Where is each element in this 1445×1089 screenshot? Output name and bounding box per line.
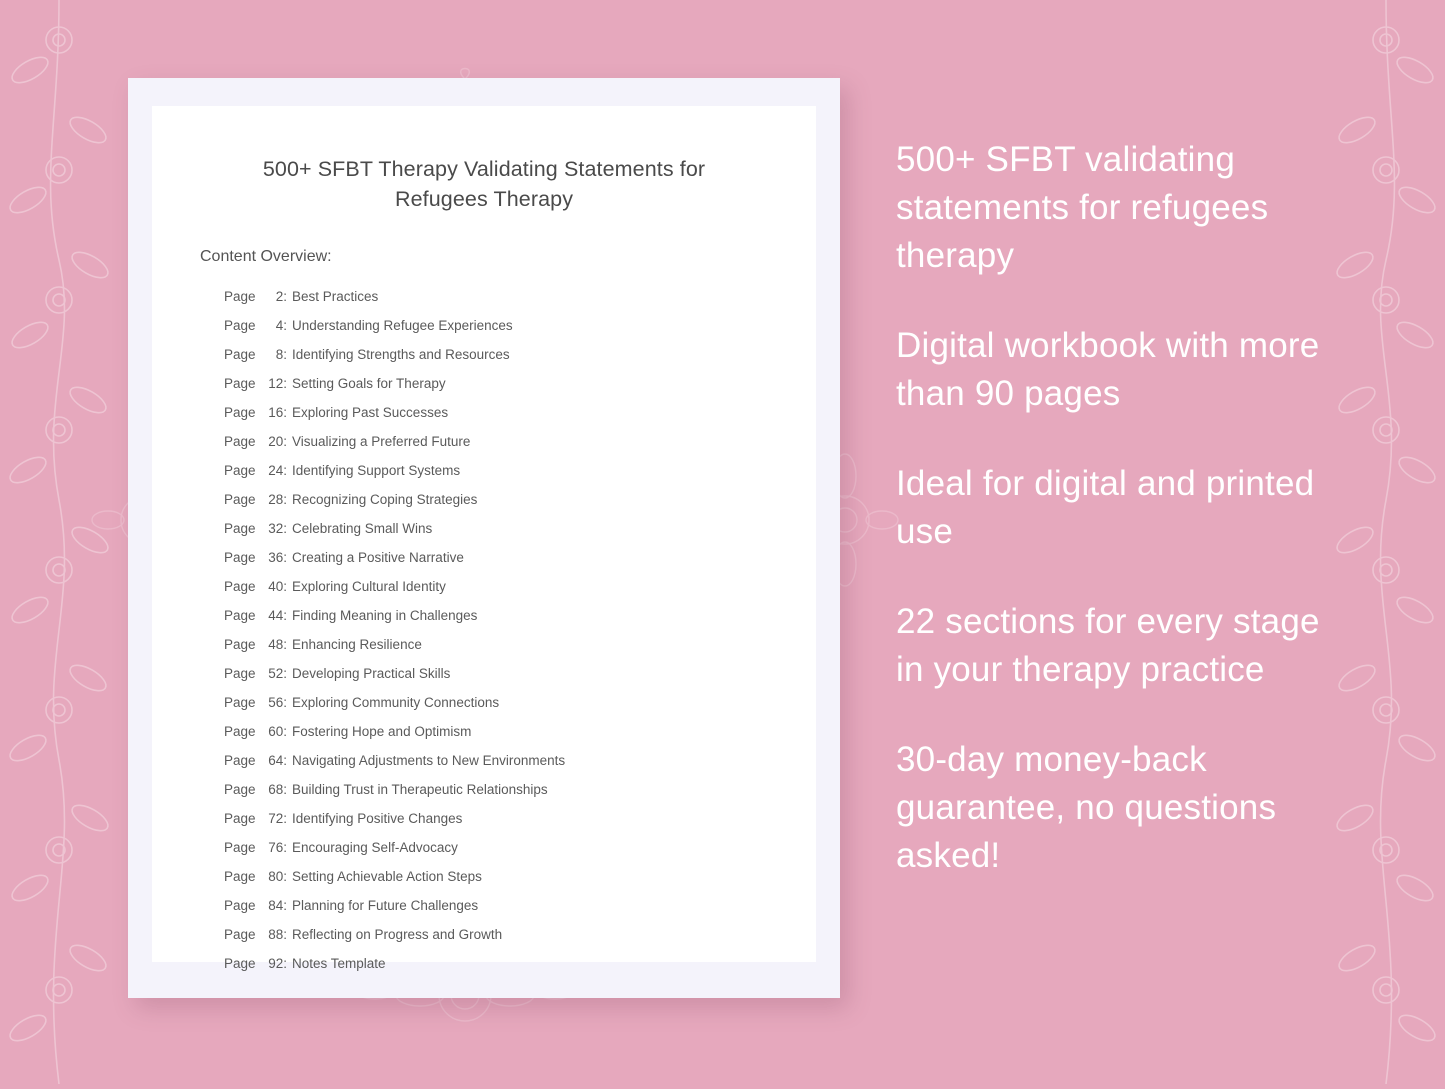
toc-page-label: Page 88: xyxy=(224,927,288,942)
workbook-preview-card xyxy=(128,78,840,998)
toc-page-label: Page 76: xyxy=(224,840,288,855)
toc-page-label: Page 2: xyxy=(224,289,288,304)
toc-page-label: Page 52: xyxy=(224,666,288,681)
list-item xyxy=(224,601,816,630)
toc-page-label: Page 12: xyxy=(224,376,288,391)
toc-page-label: Page 64: xyxy=(224,753,288,768)
toc-page-label: Page 20: xyxy=(224,434,288,449)
list-item xyxy=(224,543,816,572)
list-item xyxy=(224,282,816,311)
list-item xyxy=(224,688,816,717)
toc-entry-title: Notes Template xyxy=(292,956,386,971)
toc-entry-title: Reflecting on Progress and Growth xyxy=(292,927,503,942)
feature-item: Digital workbook with more than 90 pages xyxy=(896,326,1320,413)
toc-entry-title: Encouraging Self-Advocacy xyxy=(292,840,458,855)
list-item xyxy=(224,572,816,601)
toc-page-label: Page 40: xyxy=(224,579,288,594)
toc-entry-title: Exploring Cultural Identity xyxy=(292,579,446,594)
list-item xyxy=(224,862,816,891)
content-overview-label: Content Overview: xyxy=(200,248,332,265)
toc-entry-title: Fostering Hope and Optimism xyxy=(292,724,472,739)
toc-entry-title: Understanding Refugee Experiences xyxy=(292,318,513,333)
toc-page-label: Page 68: xyxy=(224,782,288,797)
toc-entry-title: Building Trust in Therapeutic Relationships xyxy=(292,782,548,797)
floral-border-right xyxy=(1327,0,1445,1084)
list-item xyxy=(224,427,816,456)
list-item xyxy=(224,717,816,746)
toc-entry-title: Developing Practical Skills xyxy=(292,666,451,681)
list-item xyxy=(224,369,816,398)
toc-entry-title: Exploring Community Connections xyxy=(292,695,500,710)
page-title: 500+ SFBT Therapy Validating Statements for Refugees Therapy xyxy=(262,157,706,211)
list-item xyxy=(224,514,816,543)
list-item xyxy=(224,833,816,862)
feature-item: 22 sections for every stage in your therapy practice xyxy=(896,602,1320,689)
feature-item: 500+ SFBT validating statements for refugees therapy xyxy=(896,140,1269,275)
toc-entry-title: Navigating Adjustments to New Environments xyxy=(292,753,566,768)
list-item xyxy=(224,485,816,514)
toc-page-label: Page 72: xyxy=(224,811,288,826)
toc-page-label: Page 24: xyxy=(224,463,288,478)
toc-entry-title: Identifying Support Systems xyxy=(292,463,461,478)
list-item xyxy=(224,891,816,920)
toc-page-label: Page 84: xyxy=(224,898,288,913)
toc-page-label: Page 48: xyxy=(224,637,288,652)
toc-entry-title: Identifying Strengths and Resources xyxy=(292,347,510,362)
toc-entry-title: Enhancing Resilience xyxy=(292,637,422,652)
list-item xyxy=(224,746,816,775)
toc-entry-title: Celebrating Small Wins xyxy=(292,521,433,536)
list-item xyxy=(224,920,816,949)
workbook-page xyxy=(152,106,816,971)
toc-entry-title: Recognizing Coping Strategies xyxy=(292,492,478,507)
toc-page-label: Page 32: xyxy=(224,521,288,536)
list-item xyxy=(224,340,816,369)
toc-entry-title: Planning for Future Challenges xyxy=(292,898,479,913)
toc-entry-title: Finding Meaning in Challenges xyxy=(292,608,478,623)
toc-entry-title: Visualizing a Preferred Future xyxy=(292,434,471,449)
list-item xyxy=(224,311,816,340)
feature-item: 30-day money-back guarantee, no questions asked! xyxy=(896,740,1277,875)
toc-entry-title: Exploring Past Successes xyxy=(292,405,449,420)
feature-list xyxy=(896,136,1326,880)
toc-page-label: Page 44: xyxy=(224,608,288,623)
list-item xyxy=(224,398,816,427)
list-item xyxy=(224,949,816,978)
list-item xyxy=(224,775,816,804)
toc-page-label: Page 28: xyxy=(224,492,288,507)
toc-entry-title: Setting Achievable Action Steps xyxy=(292,869,482,884)
toc-entry-title: Identifying Positive Changes xyxy=(292,811,463,826)
toc-page-label: Page 4: xyxy=(224,318,288,333)
list-item xyxy=(224,630,816,659)
toc-page-label: Page 92: xyxy=(224,956,288,971)
feature-item: Ideal for digital and printed use xyxy=(896,464,1315,551)
toc-page-label: Page 36: xyxy=(224,550,288,565)
toc-page-label: Page 80: xyxy=(224,869,288,884)
toc-entry-title: Setting Goals for Therapy xyxy=(292,376,446,391)
toc-page-label: Page 16: xyxy=(224,405,288,420)
list-item xyxy=(224,804,816,833)
toc-entry-title: Best Practices xyxy=(292,289,379,304)
list-item xyxy=(224,456,816,485)
toc-page-label: Page 8: xyxy=(224,347,288,362)
toc-page-label: Page 60: xyxy=(224,724,288,739)
toc-page-label: Page 56: xyxy=(224,695,288,710)
toc-entry-title: Creating a Positive Narrative xyxy=(292,550,464,565)
floral-border-left xyxy=(0,0,118,1084)
list-item xyxy=(224,659,816,688)
table-of-contents xyxy=(224,282,816,978)
